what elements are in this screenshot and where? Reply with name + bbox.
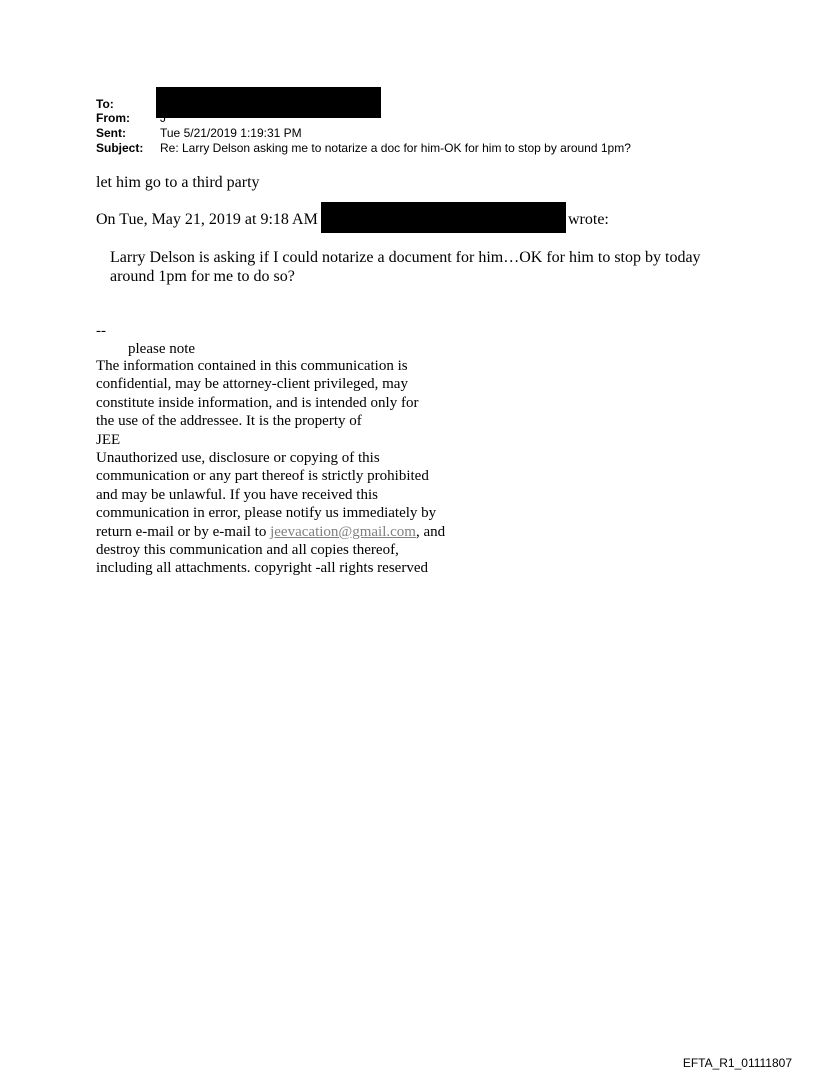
disclaimer-line: communication in error, please notify us immediately by: [96, 505, 437, 522]
sender-redaction: [321, 202, 566, 233]
disclaimer-line: and may be unlawful. If you have received this: [96, 486, 378, 503]
quote-suffix: wrote:: [568, 211, 609, 228]
disclaimer-text: , and: [415, 523, 446, 540]
disclaimer-line: confidential, may be attorney-client privileged, may: [96, 376, 408, 393]
subject-value: Re: Larry Delson asking me to notarize a doc for him-OK for him to stop by around 1pm?: [160, 141, 631, 155]
disclaimer-text: return e-mail or by e-mail to: [96, 523, 271, 540]
disclaimer-line: The information contained in this communication is: [96, 358, 408, 374]
to-label: To:: [96, 97, 114, 111]
document-id: EFTA_R1_01111807: [682, 1056, 792, 1070]
disclaimer-line: JEE: [96, 431, 121, 448]
quote-intro: On Tue, May 21, 2019 at 9:18 AM: [96, 211, 318, 228]
disclaimer-line: Unauthorized use, disclosure or copying of this: [96, 450, 380, 467]
signature-separator: --: [96, 323, 106, 339]
signature-note: please note: [128, 341, 196, 357]
disclaimer-line-with-email: [96, 523, 516, 541]
sent-value: Tue 5/21/2019 1:19:31 PM: [160, 126, 302, 140]
to-redaction: [156, 87, 381, 118]
from-label: From:: [96, 111, 130, 125]
from-value: J: [160, 111, 166, 125]
disclaimer-line: constitute inside information, and is intended only for: [96, 394, 419, 411]
disclaimer-line: destroy this communication and all copies thereof,: [96, 542, 399, 559]
disclaimer: [96, 357, 516, 578]
reply-text: let him go to a third party: [96, 174, 260, 191]
disclaimer-line: the use of the addressee. It is the property of: [96, 413, 362, 430]
sent-label: Sent:: [96, 126, 126, 140]
quoted-message: Larry Delson is asking if I could notarize a document for him…OK for him to stop by today around 1pm for me to do so?: [110, 249, 701, 285]
email-link[interactable]: jeevacation@gmail.com: [270, 523, 416, 540]
disclaimer-line: communication or any part thereof is strictly prohibited: [96, 468, 429, 485]
disclaimer-line: including all attachments. copyright -all rights reserved: [96, 560, 428, 577]
subject-label: Subject:: [96, 141, 144, 155]
